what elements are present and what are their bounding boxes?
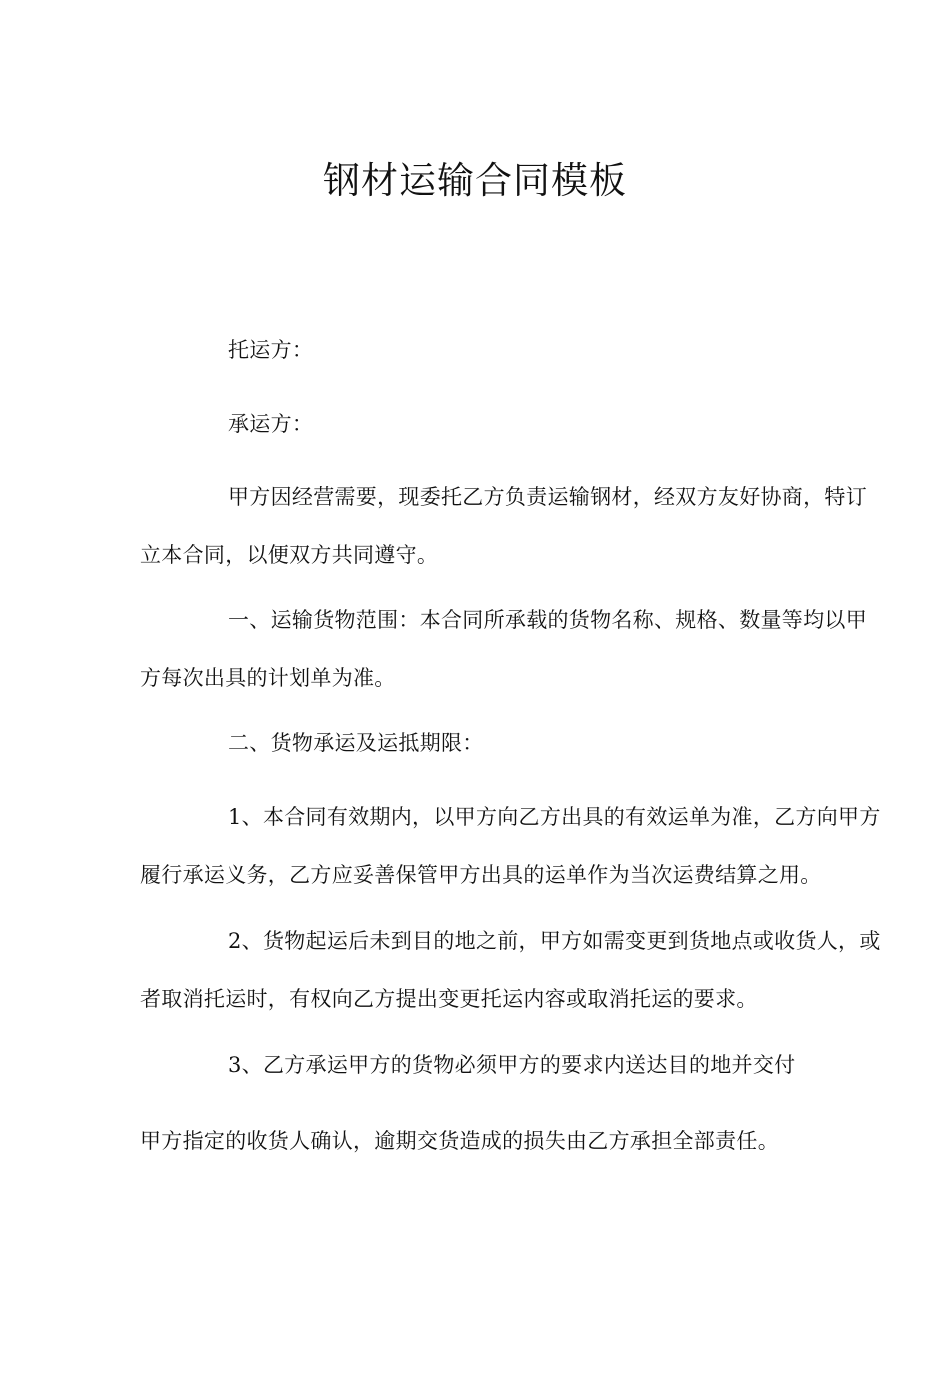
intro-paragraph: 甲方因经营需要，现委托乙方负责运输钢材，经双方友好协商，特订立本合同，以便双方共同遵守。 — [140, 485, 867, 567]
clause-1-scope: 一、运输货物范围：本合同所承载的货物名称、规格、数量等均以甲方每次出具的计划单为准。 — [140, 608, 867, 690]
clause-2-item-2: 2、货物起运后未到目的地之前，甲方如需变更到货地点或收货人，或者取消托运时，有权向乙方提出变更托运内容或取消托运的要求。 — [140, 929, 881, 1011]
clause-2-item-3-line-1: 3、乙方承运甲方的货物必须甲方的要求内送达目的地并交付 — [228, 1053, 796, 1077]
clause-2-heading: 二、货物承运及运抵期限： — [228, 731, 484, 755]
clause-2-item-1: 1、本合同有效期内，以甲方向乙方出具的有效运单为准，乙方向甲方履行承运义务，乙方应妥善保管甲方出具的运单作为当次运费结算之用。 — [140, 805, 881, 887]
carrier-field-label: 承运方： — [228, 412, 314, 436]
shipper-field-label: 托运方： — [228, 338, 314, 362]
clause-2-item-3-line-2: 甲方指定的收货人确认，逾期交货造成的损失由乙方承担全部责任。 — [140, 1129, 779, 1153]
document-title: 钢材运输合同模板 — [323, 159, 627, 202]
